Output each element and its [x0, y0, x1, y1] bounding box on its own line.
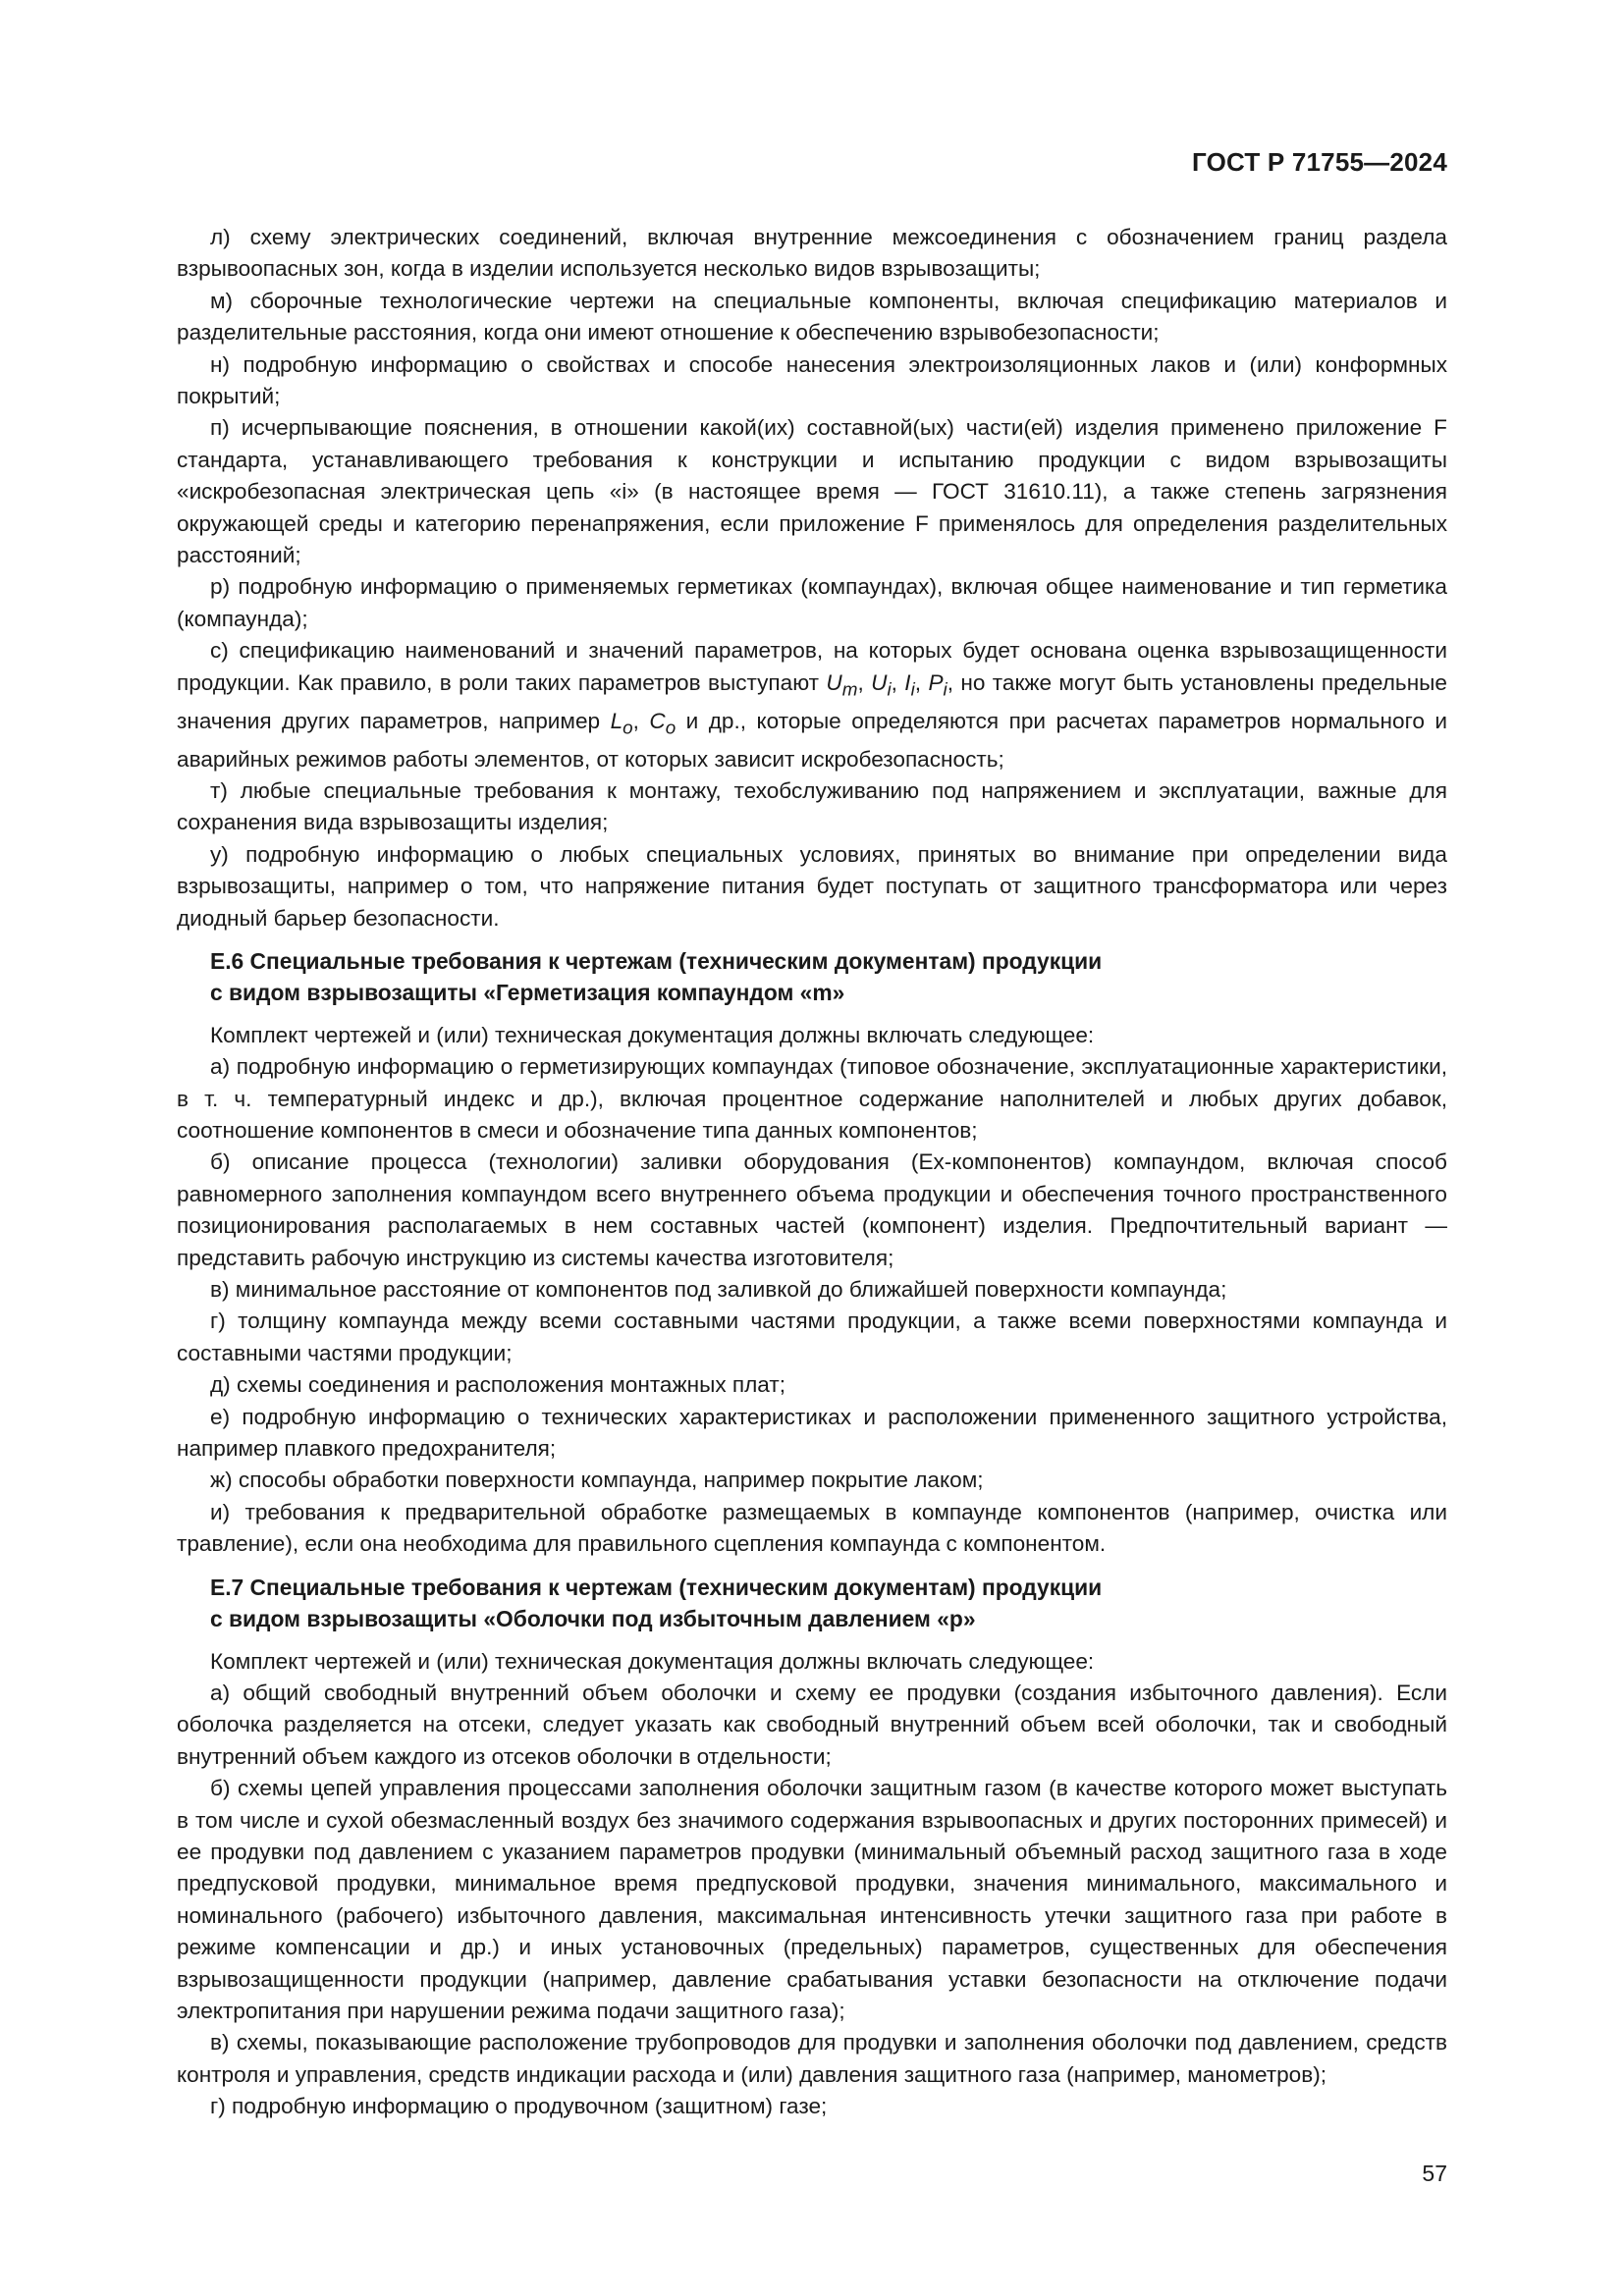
e6-item-b: б) описание процесса (технологии) заливки оборудования (Ex-компонентов) компаундом, включая способ равномерного заполнения компаундом всего внутреннего объема продукции и обеспечения точного пространственного позиционирования располагаемых в нем составных частей (компонент) изделия. Предпочтительный вариант — представить рабочую инструкцию из системы качества изготовителя;	[177, 1149, 1447, 1270]
item-s-text-3: и др., которые определяются при расчетах параметров нормального и аварийных режимов работы элементов, от которых зависит искробезопасность;	[177, 708, 1447, 772]
page-body	[177, 222, 1447, 2123]
param-co: $C_o$	[649, 708, 677, 738]
e6-item-zh: ж) способы обработки поверхности компаунда, например покрытие лаком;	[210, 1468, 984, 1493]
page-number: 57	[1422, 2161, 1447, 2186]
section-e6-intro: Комплект чертежей и (или) техническая документация должны включать следующее:	[210, 1022, 1095, 1047]
param-pi: $P_i$	[928, 669, 947, 700]
e6-item-a: а) подробную информацию о герметизирующих компаундах (типовое обозначение, эксплуатационные характеристики, в т. ч. температурный индекс и др.), включая процентное содержание наполнителей и любых других добавок, соотношение компонентов в смеси и обозначение типа данных компонентов;	[177, 1054, 1447, 1143]
section-e6-title: Е.6 Специальные требования к чертежам (техническим документам) продукции с видом взрывозащиты «Герметизация компаундом «m»	[210, 947, 1103, 1006]
e7-item-a: а) общий свободный внутренний объем оболочки и схему ее продувки (создания избыточного давления). Если оболочка разделяется на отсеки, следует указать как свободный внутренний объем всей оболочки, так и свободный внутренний объем каждого из отсеков оболочки в отдельности;	[177, 1680, 1447, 1769]
item-s-text-2: , но также могут быть установлены предельные значения других параметров, например	[177, 669, 1447, 733]
e7-item-g: г) подробную информацию о продувочном (защитном) газе;	[210, 2094, 828, 2119]
list-item-m: м) сборочные технологические чертежи на специальные компоненты, включая спецификацию материалов и разделительные расстояния, когда они имеют отношение к обеспечению взрывобезопасности;	[177, 288, 1447, 346]
e7-item-v: в) схемы, показывающие расположение трубопроводов для продувки и заполнения оболочки под давлением, средств контроля и управления, средств индикации расхода и (или) давления защитного газа (например, манометров);	[177, 2030, 1447, 2087]
e6-item-g: г) толщину компаунда между всеми составными частями продукции, а также всеми поверхностями компаунда и составными частями продукции;	[177, 1308, 1447, 1365]
param-lo: $L_o$	[610, 708, 633, 738]
item-s-text-1: с) спецификацию наименований и значений параметров, на которых будет основана оценка взрывозащищенности продукции. Как правило, в роли таких параметров выступают	[177, 638, 1447, 695]
e6-item-e: е) подробную информацию о технических характеристиках и расположении примененного защитного устройства, например плавкого предохранителя;	[177, 1404, 1447, 1462]
list-item-r: р) подробную информацию о применяемых герметиках (компаундах), включая общее наименование и тип герметика (компаунда);	[177, 574, 1447, 631]
e6-item-i: и) требования к предварительной обработке размещаемых в компаунде компонентов (например, очистка или травление), если она необходима для правильного сцепления компаунда с компонентом.	[177, 1499, 1447, 1557]
e6-item-v: в) минимальное расстояние от компонентов под заливкой до ближайшей поверхности компаунда;	[210, 1277, 1227, 1303]
list-item-p: п) исчерпывающие пояснения, в отношении какой(их) составной(ых) части(ей) изделия применено приложение F стандарта, устанавливающего требования к конструкции и испытанию продукции с видом взрывозащиты «искробезопасная электрическая цепь «i» (в настоящее время — ГОСТ 31610.11), а также степень загрязнения окружающей среды и категорию перенапряжения, если приложение F применялось для определения разделительных расстояний;	[177, 415, 1447, 568]
list-item-l: л) схему электрических соединений, включая внутренние межсоединения с обозначением границ раздела взрывоопасных зон, когда в изделии используется несколько видов взрывозащиты;	[177, 225, 1447, 282]
e7-item-b: б) схемы цепей управления процессами заполнения оболочки защитным газом (в качестве которого может выступать в том числе и сухой обезмасленный воздух без значимого содержания взрывоопасных и других посторонних примесей) и ее продувки под давлением с указанием параметров продувки (минимальный объемный расход защитного газа в ходе предпусковой продувки, минимальное время предпусковой продувки, значения минимального, максимального и номинального (рабочего) избыточного давления, максимальная интенсивность утечки защитного газа при работе в режиме компенсации и др.) и иных установочных (предельных) параметров, существенных для обеспечения взрывозащищенности продукции (например, давление срабатывания уставки безопасности на отключение подачи электропитания при нарушении режима подачи защитного газа);	[177, 1776, 1447, 2023]
list-item-n: н) подробную информацию о свойствах и способе нанесения электроизоляционных лаков и (или) конформных покрытий;	[177, 351, 1447, 409]
list-item-u: у) подробную информацию о любых специальных условиях, принятых во внимание при определении вида взрывозащиты, например о том, что напряжение питания будет поступать от защитного трансформатора или через диодный барьер безопасности.	[177, 841, 1447, 931]
document-code: ГОСТ Р 71755—2024	[1192, 147, 1447, 177]
list-item-s: с) спецификацию наименований и значений параметров, на которых будет основана оценка взрывозащищенности продукции. Как правило, в роли таких параметров выступают $U_m$, $U_i$, $I_i$, $P_i$, но также могут быть установлены предельные значения других параметров, например $L_o$, $C_o$ и др., которые определяются при расчетах параметров нормального и аварийных режимов работы элементов, от которых зависит искробезопасность;	[177, 638, 1447, 772]
e6-item-d: д) схемы соединения и расположения монтажных плат;	[210, 1372, 786, 1398]
param-ii: $I_i$	[904, 669, 915, 700]
section-e7-intro: Комплект чертежей и (или) техническая документация должны включать следующее:	[210, 1648, 1095, 1674]
list-item-t: т) любые специальные требования к монтажу, техобслуживанию под напряжением и эксплуатации, важные для сохранения вида взрывозащиты изделия;	[177, 777, 1447, 835]
param-um: $U_m$	[826, 669, 858, 700]
section-e7-title: Е.7 Специальные требования к чертежам (техническим документам) продукции с видом взрывозащиты «Оболочки под избыточным давлением «р»	[210, 1574, 1103, 1632]
param-ui: $U_i$	[871, 669, 892, 700]
